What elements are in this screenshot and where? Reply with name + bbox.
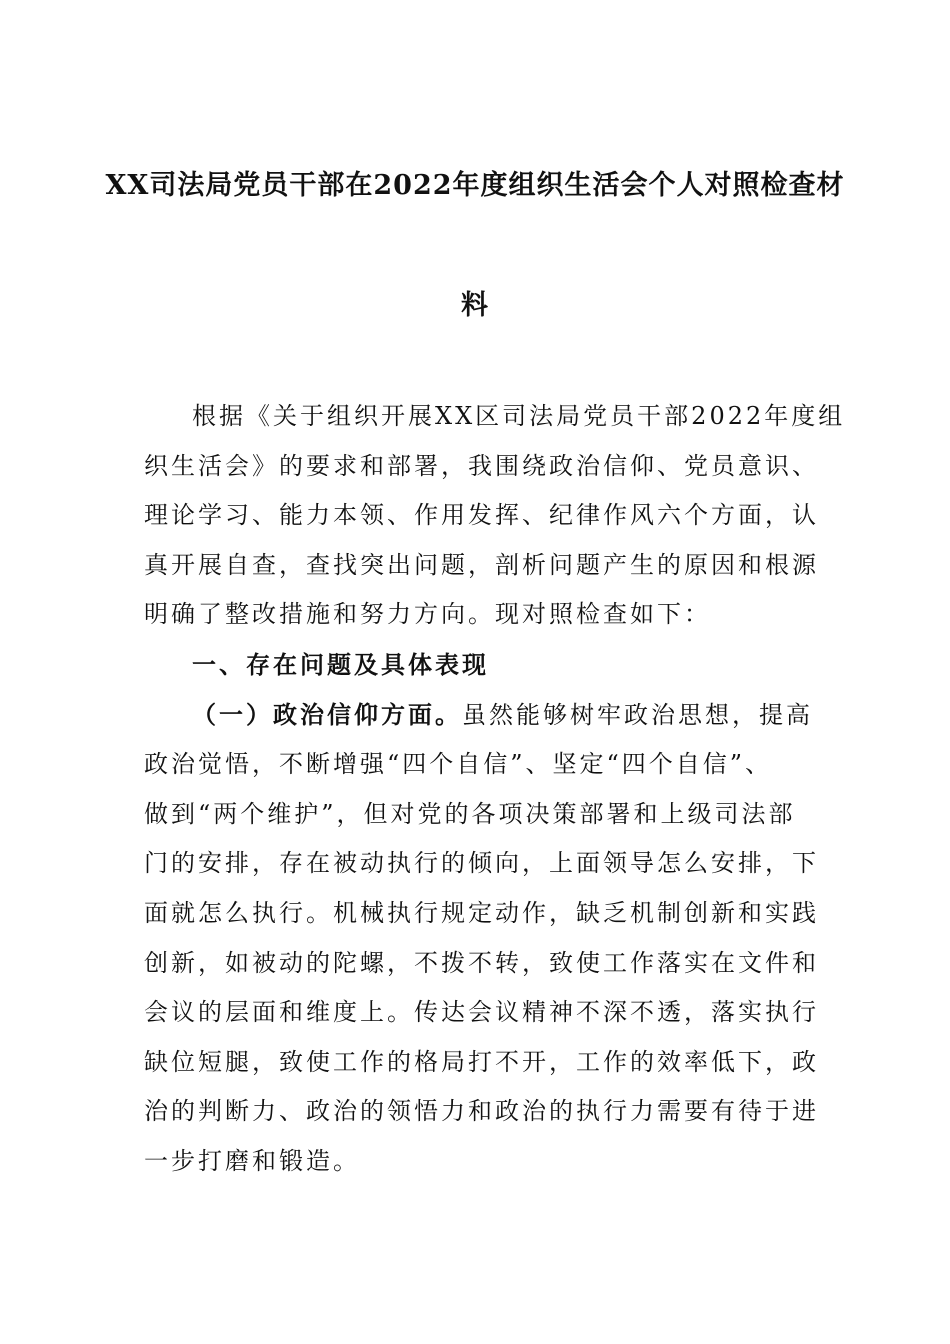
intro-line: 真开展自查，查找突出问题，剖析问题产生的原因和根源 — [144, 550, 819, 579]
document-title-line-1: XX司法局党员干部在2022年度组织生活会个人对照检查材 — [105, 170, 845, 201]
subsection-line: 门的安排，存在被动执行的倾向，上面领导怎么安排，下 — [144, 849, 819, 878]
subsection-first-line — [144, 690, 813, 741]
subsection-paragraph — [144, 690, 819, 1187]
intro-line: 理论学习、能力本领、作用发挥、纪律作风六个方面，认 — [144, 501, 819, 530]
subsection-first-line-text: 虽然能够树牢政治思想，提高 — [462, 700, 813, 729]
subsection-line: 会议的层面和维度上。传达会议精神不深不透，落实执行 — [144, 998, 819, 1027]
subsection-line: 治的判断力、政治的领悟力和政治的执行力需要有待于进 — [144, 1097, 819, 1126]
section-heading: 一、存在问题及具体表现 — [192, 649, 489, 679]
subsection-line: 面就怎么执行。机械执行规定动作，缺乏机制创新和实践 — [144, 898, 819, 927]
subsection-line: 创新，如被动的陀螺，不拨不转，致使工作落实在文件和 — [144, 948, 819, 977]
intro-line: 根据《关于组织开展XX区司法局党员干部2022年度组 — [192, 402, 846, 430]
intro-paragraph — [144, 392, 846, 640]
subsection-line: 缺位短腿，致使工作的格局打不开，工作的效率低下，政 — [144, 1047, 819, 1076]
intro-line: 明确了整改措施和努力方向。现对照检查如下： — [144, 600, 711, 629]
intro-line: 织生活会》的要求和部署，我围绕政治信仰、党员意识、 — [144, 451, 819, 480]
subsection-line: 做到“两个维护”，但对党的各项决策部署和上级司法部 — [144, 799, 796, 828]
subsection-line: 一步打磨和锻造。 — [144, 1146, 360, 1175]
subsection-lead: （一）政治信仰方面。 — [192, 699, 462, 729]
document-title-line-2: 料 — [461, 290, 489, 321]
subsection-line: 政治觉悟，不断增强“四个自信”、坚定“四个自信”、 — [144, 750, 773, 779]
document-body — [144, 392, 846, 1187]
